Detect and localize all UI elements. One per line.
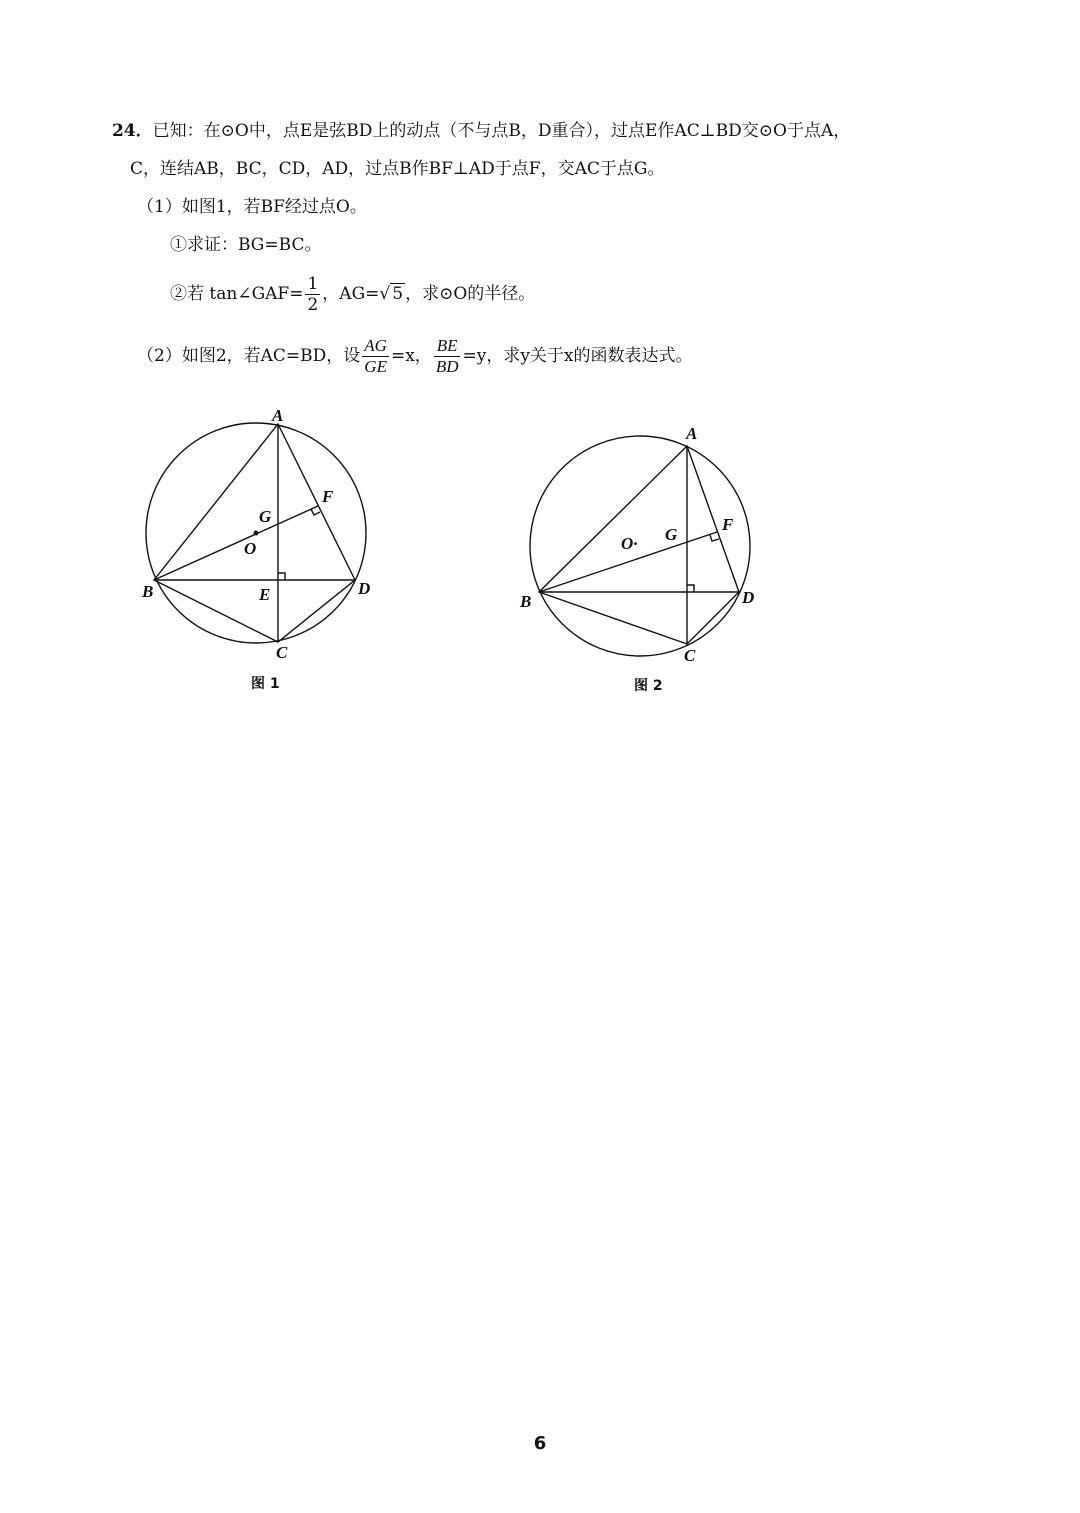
fig2-label-f: F [722,515,734,534]
fig2-label-b: B [520,592,532,611]
part1-q2-suffix: ，求⊙O的半径。 [405,284,536,304]
fraction-numerator: 1 [307,274,319,294]
fig2-label-g: G [665,525,678,544]
sqrt-radicand: 5 [392,284,404,304]
figure-2-quadrilateral [539,446,739,644]
fig1-label-d: D [358,579,371,598]
figure-1-center-dot [254,531,258,535]
fig1-caption: 图 1 [251,676,280,692]
problem-text-line-1: 已知：在⊙O中，点E是弦BD上的动点（不与点B，D重合），过点E作AC⊥BD交⊙O于点A， [152,121,851,141]
fig1-label-o: O [244,539,257,558]
fig2-label-a: A [686,424,698,443]
fig1-label-e: E [259,585,271,604]
fig2-label-o: O· [621,534,638,553]
figure-1-right-angle-f [311,509,320,515]
fig1-label-c: C [276,643,288,662]
figure-1-right-angle-e [278,573,285,580]
figure-1-line-bf [154,506,318,580]
sqrt-expression: √ 5 [379,284,404,304]
ratio-ag-denominator: GE [364,357,387,376]
part1-q1-text: ①求证：BG=BC。 [170,235,322,255]
fig1-label-a: A [272,406,284,425]
ratio-be-numerator: BE [434,336,461,357]
figure-2-right-angle-e [687,585,694,592]
part2-mid: =x， [390,346,432,366]
figure-1-labels [141,406,370,692]
figure-2 [530,436,750,656]
part2-prefix: （2）如图2，若AC=BD，设 [137,346,361,366]
part1-q2-mid: ，AG= [322,284,380,304]
part2-suffix: =y，求y关于x的函数表达式。 [462,346,693,366]
fig2-caption: 图 2 [634,678,663,694]
figure-1 [146,423,366,643]
fraction-denominator: 2 [307,295,319,315]
fig2-label-d: D [742,588,755,607]
page-number: 6 [533,1433,547,1454]
part1-intro-text: （1）如图1，若BF经过点O。 [137,197,367,217]
problem-text-line-2: C，连结AB，BC，CD，AD，过点B作BF⊥AD于点F，交AC于点G。 [130,159,665,179]
problem-number: 24． [112,121,153,141]
fig2-label-c: C [684,646,696,665]
part1-q2-prefix: ②若 tan∠GAF= [170,284,304,304]
fig1-label-g: G [259,507,272,526]
ratio-be-denominator: BD [435,357,459,376]
figure-2-right-angle-f [710,535,719,541]
ratio-ag-numerator: AG [364,336,387,355]
figure-2-circle [530,436,750,656]
fig1-label-b: B [142,582,154,601]
fig1-label-f: F [322,487,334,506]
